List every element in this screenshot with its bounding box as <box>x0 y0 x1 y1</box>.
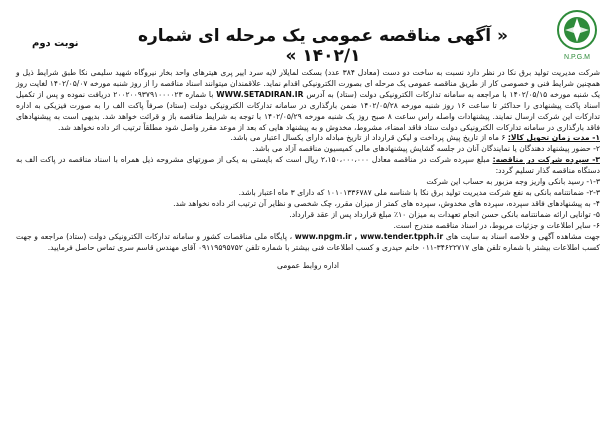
notice-body <box>10 68 606 253</box>
item-6 <box>16 221 600 232</box>
item-text: ۴- به پیشنهادهای فاقد سپرده، سپرده های مخدوش، سپرده های کمتر از میزان مقرر، چک شخصی و نظایر آن ترتیب اثر داده نخواهد شد. <box>173 198 600 208</box>
round-label: نوبت دوم <box>32 38 79 49</box>
setad-link[interactable]: WWW.SETADIRAN.IR <box>216 89 304 99</box>
item-label: ۱- مدت زمان تحویل کالا: <box>507 133 600 143</box>
item-text: ۲- حضور پیشنهاد دهندگان یا نمایندگان آنان در جلسه گشایش پیشنهادهای مالی کمیسیون مناقصه آزاد می باشد. <box>252 144 600 154</box>
item-5 <box>16 210 600 221</box>
logo-text: N.P.G.M <box>564 54 590 61</box>
closing-prefix: جهت مشاهده آگهی و خلاصه اسناد به سایت های <box>445 231 600 241</box>
intro-text-2: با شماره ۲۰۰۲۰۰۹۳۷۹۱۰۰۰۰۲۳ دریافت نموده و پس از تکمیل اسناد پاکت پیشنهادی را حداکثر تا ساعت ۱۶ روز شنبه مورخه ۱۴۰۲/۰۵/۲۸ ضمن بارگذاری در سامانه تدارکات الکترونیکی دولت (ستاد) صرفاً پاکت الف را به صورت فیزیکی به اداره تدارکات این شرکت ارسال نمایند. پیشنهادات واصله راس ساعت ۸ صبح روز یک شنبه مورخه ۱۴۰۲/۰۵/۲۹ با توجه به شرایط مناقصه باز و قرائت خواهد شد. بدیهی است به پیشنهادهای فاقد بارگذاری در سامانه تدارکات الکترونیکی دولت ستاد فاقد امضاء، مشروط، مخدوش و به پیشنهاد هایی که بعد از موعد مقرر واصل شود مطلقاً ترتیب اثر داده نخواهد شد. <box>16 89 600 132</box>
notice-title: « آگهی مناقصه عمومی یک مرحله ای شماره ۱۴۰۲/۱ » <box>137 26 509 66</box>
item-2 <box>16 144 600 155</box>
public-relations-signature: اداره روابط عمومی <box>276 261 340 271</box>
item-3-2 <box>16 188 600 199</box>
item-3-1 <box>16 177 600 188</box>
item-4 <box>16 199 600 210</box>
item-3 <box>16 155 600 177</box>
item-text: ۱-۳- رسید بانکی واریز وجه مزبور به حساب این شرکت <box>426 177 600 187</box>
item-text: ۲-۳- ضمانتنامه بانکی به نفع شرکت مدیریت تولید برق نکا با شناسه ملی ۱۰۱۰۱۳۳۶۷۸۷ که دارای ۳ ماه اعتبار باشد. <box>238 187 600 197</box>
closing-suffix: ، پایگاه ملی مناقصات کشور و سامانه تدارکات الکترونیکی دولت (ستاد) مراجعه و جهت کسب اطلاعات بیشتر با شماره تلفن های ۳۴۶۲۲۷۱۷-۰۱۱ خانم حیدری و کسب اطلاعات فنی بیشتر با شماره تلفن ۰۹۱۱۹۵۹۵۷۵۲ آقای مهندس قاسم سری تماس حاصل فرمایید. <box>16 231 600 252</box>
intro-text: شرکت مدیریت تولید برق نکا در نظر دارد نسبت به ساخت دو دست (معادل ۳۸۴ عدد) بسکت لمایلار لایه سرد اییر پری هیترهای واحد بخار نیروگاه شهید سلیمی نکا طبق شرایط ذیل و همچنین شرایط فنی و خصوصی کار از طریق مناقصه عمومی یک مرحله ای بصورت الکترونیکی اقدام نماید. علاقمندان میتوانند اسناد مناقصه را از روز شنبه مورخه ۱۴۰۲/۰۵/۰۷ لغایت روز یک شنبه مورخه ۱۴۰۲/۰۵/۱۵ با مراجعه به سامانه تدارکات الکترونیکی دولت (ستاد) به آدرس <box>16 68 601 99</box>
item-text: مبلغ سپرده شرکت در مناقصه معادل ۲،۱۵۰،۰۰۰،۰۰۰ ریال است که بایستی به یکی از صورتهای مشروحه ذیل همراه با اسناد مناقصه در پاکت الف به دستگاه مناقصه گذار تسلیم گردد: <box>16 155 600 176</box>
item-text: ۶- سایر اطلاعات و جزئیات مربوط، در اسناد مناقصه مندرج است. <box>393 220 600 230</box>
intro-paragraph <box>16 68 600 133</box>
item-label: ۳- سپرده شرکت در مناقصه: <box>492 155 600 165</box>
item-text: ۶ ماه از تاریخ پیش پرداخت و لیکن قرارداد از تاریخ مبادله دارای یکسال اعتبار می باشد. <box>230 133 506 143</box>
item-text: ۵- توانایی ارائه ضمانتنامه بانکی حسن انجام تعهدات به میزان ۱۰٪ مبلغ قرارداد پس از عقد قرارداد. <box>289 209 600 219</box>
notice-header <box>10 6 606 68</box>
company-logo <box>554 8 600 62</box>
company-logo-icon <box>554 8 600 62</box>
closing-paragraph <box>16 232 600 254</box>
item-1 <box>16 133 600 144</box>
closing-sites-link[interactable]: www.npgm.ir , www.tender.tpph.ir <box>294 231 444 241</box>
